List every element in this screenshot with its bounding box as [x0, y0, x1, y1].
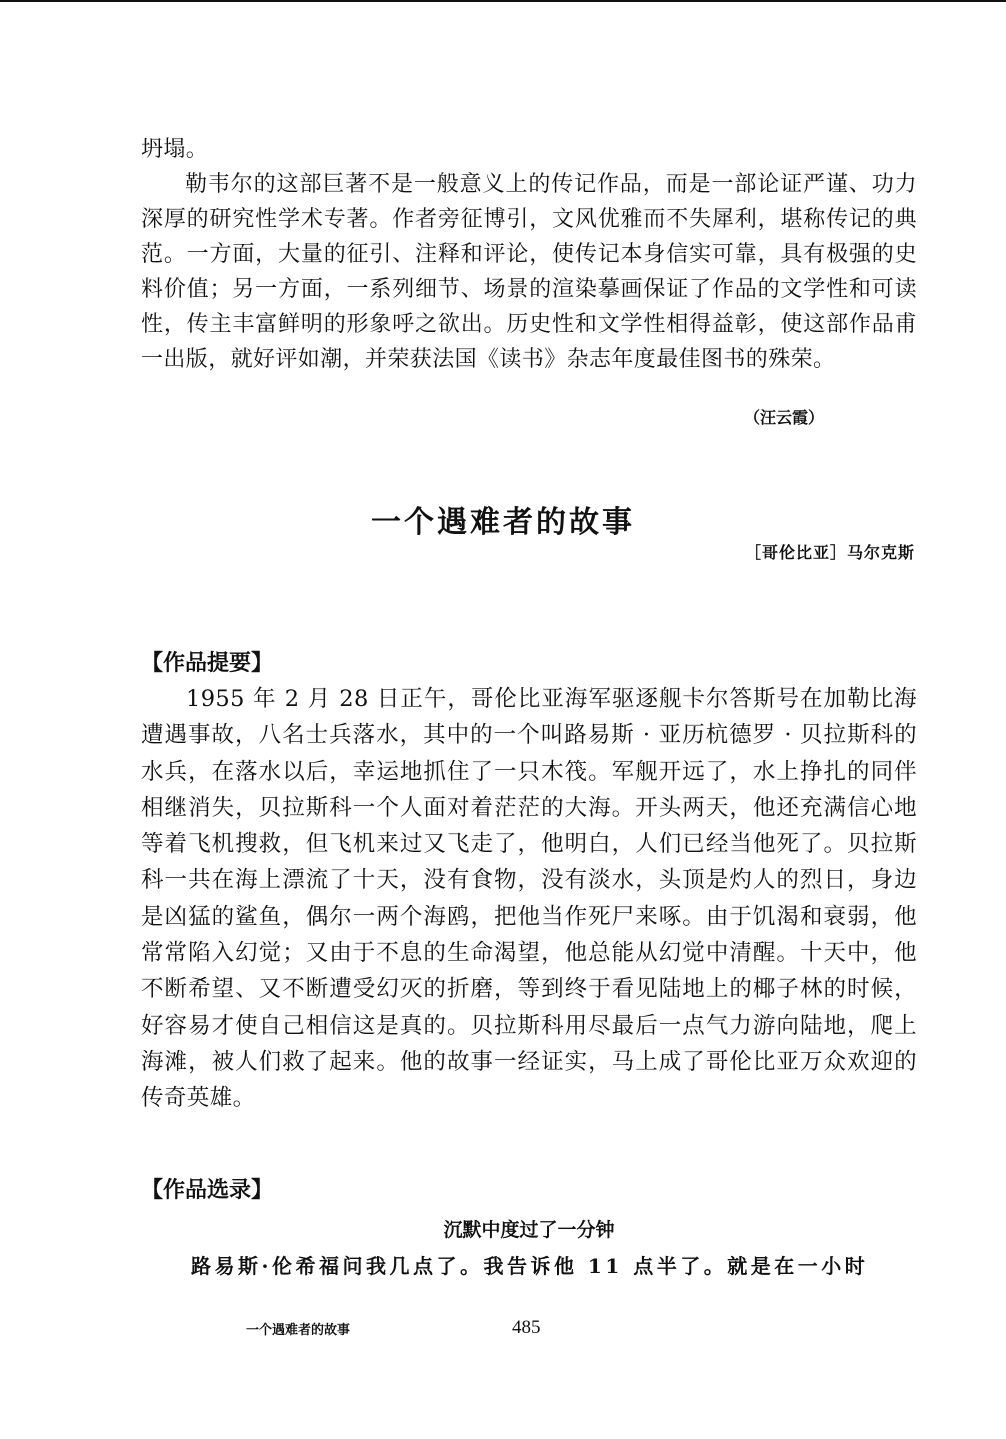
page-number: 485 — [512, 1317, 541, 1338]
excerpt-text: 路易斯·伦希福问我几点了。我告诉他 11 点半了。就是在一小时 — [191, 1254, 869, 1278]
top-border-line — [0, 0, 1006, 2]
section-heading: 【作品提要】 — [141, 650, 274, 676]
running-footer-title: 一个遇难者的故事 — [246, 1323, 351, 1338]
paragraph: 坍塌。 — [141, 137, 209, 162]
summary-text: 1955 年 2 月 28 日正午，哥伦比亚海军驱逐舰卡尔答斯号在加勒比海遭遇事故，八名士兵落水，其中的一个叫路易斯 · 亚历杭德罗 · 贝拉斯科的水兵，在落水以后，幸运地抓住了一只木筏。军舰开远了，水上挣扎的同伴相继消失，贝拉斯科一个人面对着茫茫的大海。开头两天，他还充满信心地等着飞机搜救，但飞机来过又飞走了，他明白，人们已经当他死了。贝拉斯科一共在海上漂流了十天，没有食物，没有淡水，头顶是灼人的烈日，身边是凶猛的鲨鱼，偶尔一两个海鸥，把他当作死尸来啄。由于饥渴和衰弱，他常常陷入幻觉；又由于不息的生命渴望，他总能从幻觉中清醒。十天中，他不断希望、又不断遭受幻灭的折磨，等到终于看见陆地上的椰子林的时候，好容易才使自己相信这是真的。贝拉斯科用尽最后一点气力游向陆地，爬上海滩，被人们救了起来。他的故事一经证实，马上成了哥伦比亚万众欢迎的传奇英雄。 — [141, 686, 917, 1112]
previous-section — [141, 132, 917, 377]
section-heading: 【作品选录】 — [141, 1177, 274, 1203]
article-author: ［哥伦比亚］马尔克斯 — [744, 543, 915, 562]
summary-section — [141, 645, 917, 1117]
article-title: 一个遇难者的故事 — [371, 505, 635, 540]
author-credit: （汪云霞） — [744, 408, 825, 427]
excerpt-section — [141, 1172, 917, 1284]
excerpt-subtitle: 沉默中度过了一分钟 — [443, 1219, 615, 1241]
paragraph: 勒韦尔的这部巨著不是一般意义上的传记作品，而是一部论证严谨、功力深厚的研究性学术专著。作者旁征博引，文风优雅而不失犀利，堪称传记的典范。一方面，大量的征引、注释和评论，使传记本身信实可靠，具有极强的史料价值；另一方面，一系列细节、场景的渲染摹画保证了作品的文学性和可读性，传主丰富鲜明的形象呼之欲出。历史性和文学性相得益彰，使这部作品甫一出版，就好评如潮，并荣获法国《读书》杂志年度最佳图书的殊荣。 — [141, 172, 917, 372]
